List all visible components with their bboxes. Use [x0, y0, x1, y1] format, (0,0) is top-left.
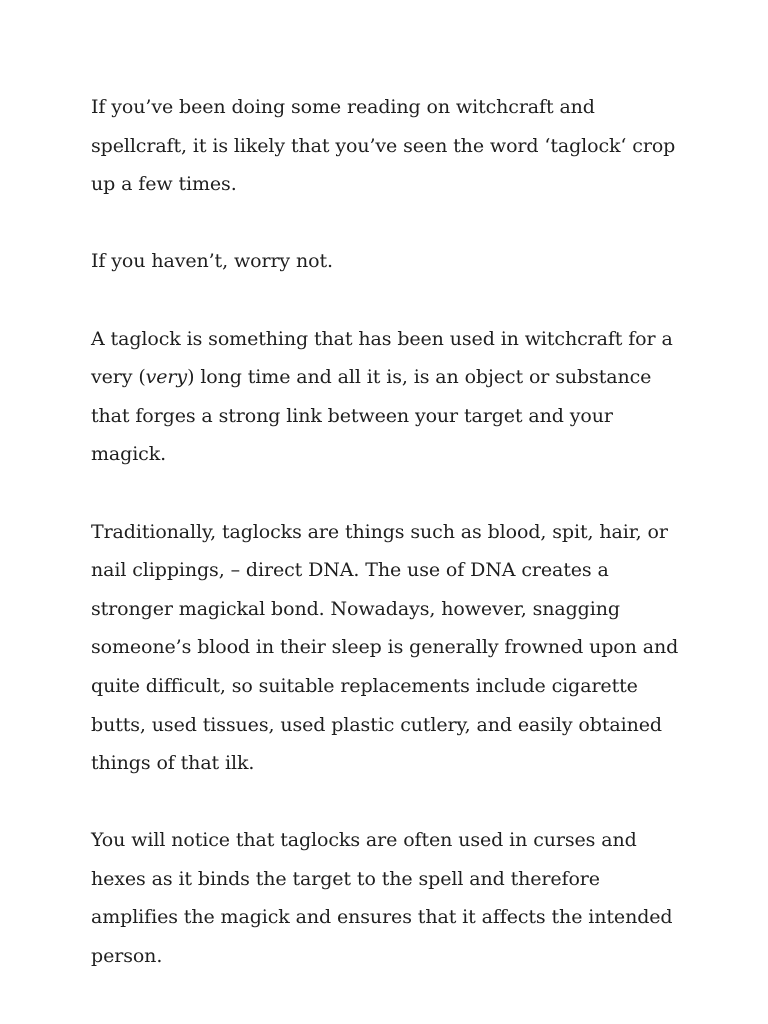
definition-text-end: ) long time and all it is, is an object or substance that forges a strong link between your target and your magick. — [91, 366, 652, 466]
paragraph-reassurance: If you haven’t, worry not. — [91, 250, 333, 273]
article-body — [91, 88, 691, 1014]
paragraph-traditional-taglocks: Traditionally, taglocks are things such as blood, spit, hair, or nail clippings, – direct DNA. The use of DNA creates a stronger magickal bond. Nowadays, however, snagging someone’s blood in their sleep is generally frowned upon and quite difficult, so suitable replacements include cigarette butts, used tissues, used plastic cutlery, and easily obtained things of that ilk. — [91, 520, 679, 775]
paragraph-definition — [91, 320, 691, 474]
definition-text-start: A taglock is something that has been used in witchcraft for a very ( — [91, 327, 673, 389]
emphasis-very: very — [145, 366, 188, 389]
paragraph-intro: If you’ve been doing some reading on witchcraft and spellcraft, it is likely that you’ve seen the word ‘taglock‘ crop up a few times. — [91, 96, 676, 196]
paragraph-curses-hexes: You will notice that taglocks are often used in curses and hexes as it binds the target to the spell and therefore amplifies the magick and ensures that it affects the intended person. — [91, 829, 673, 968]
